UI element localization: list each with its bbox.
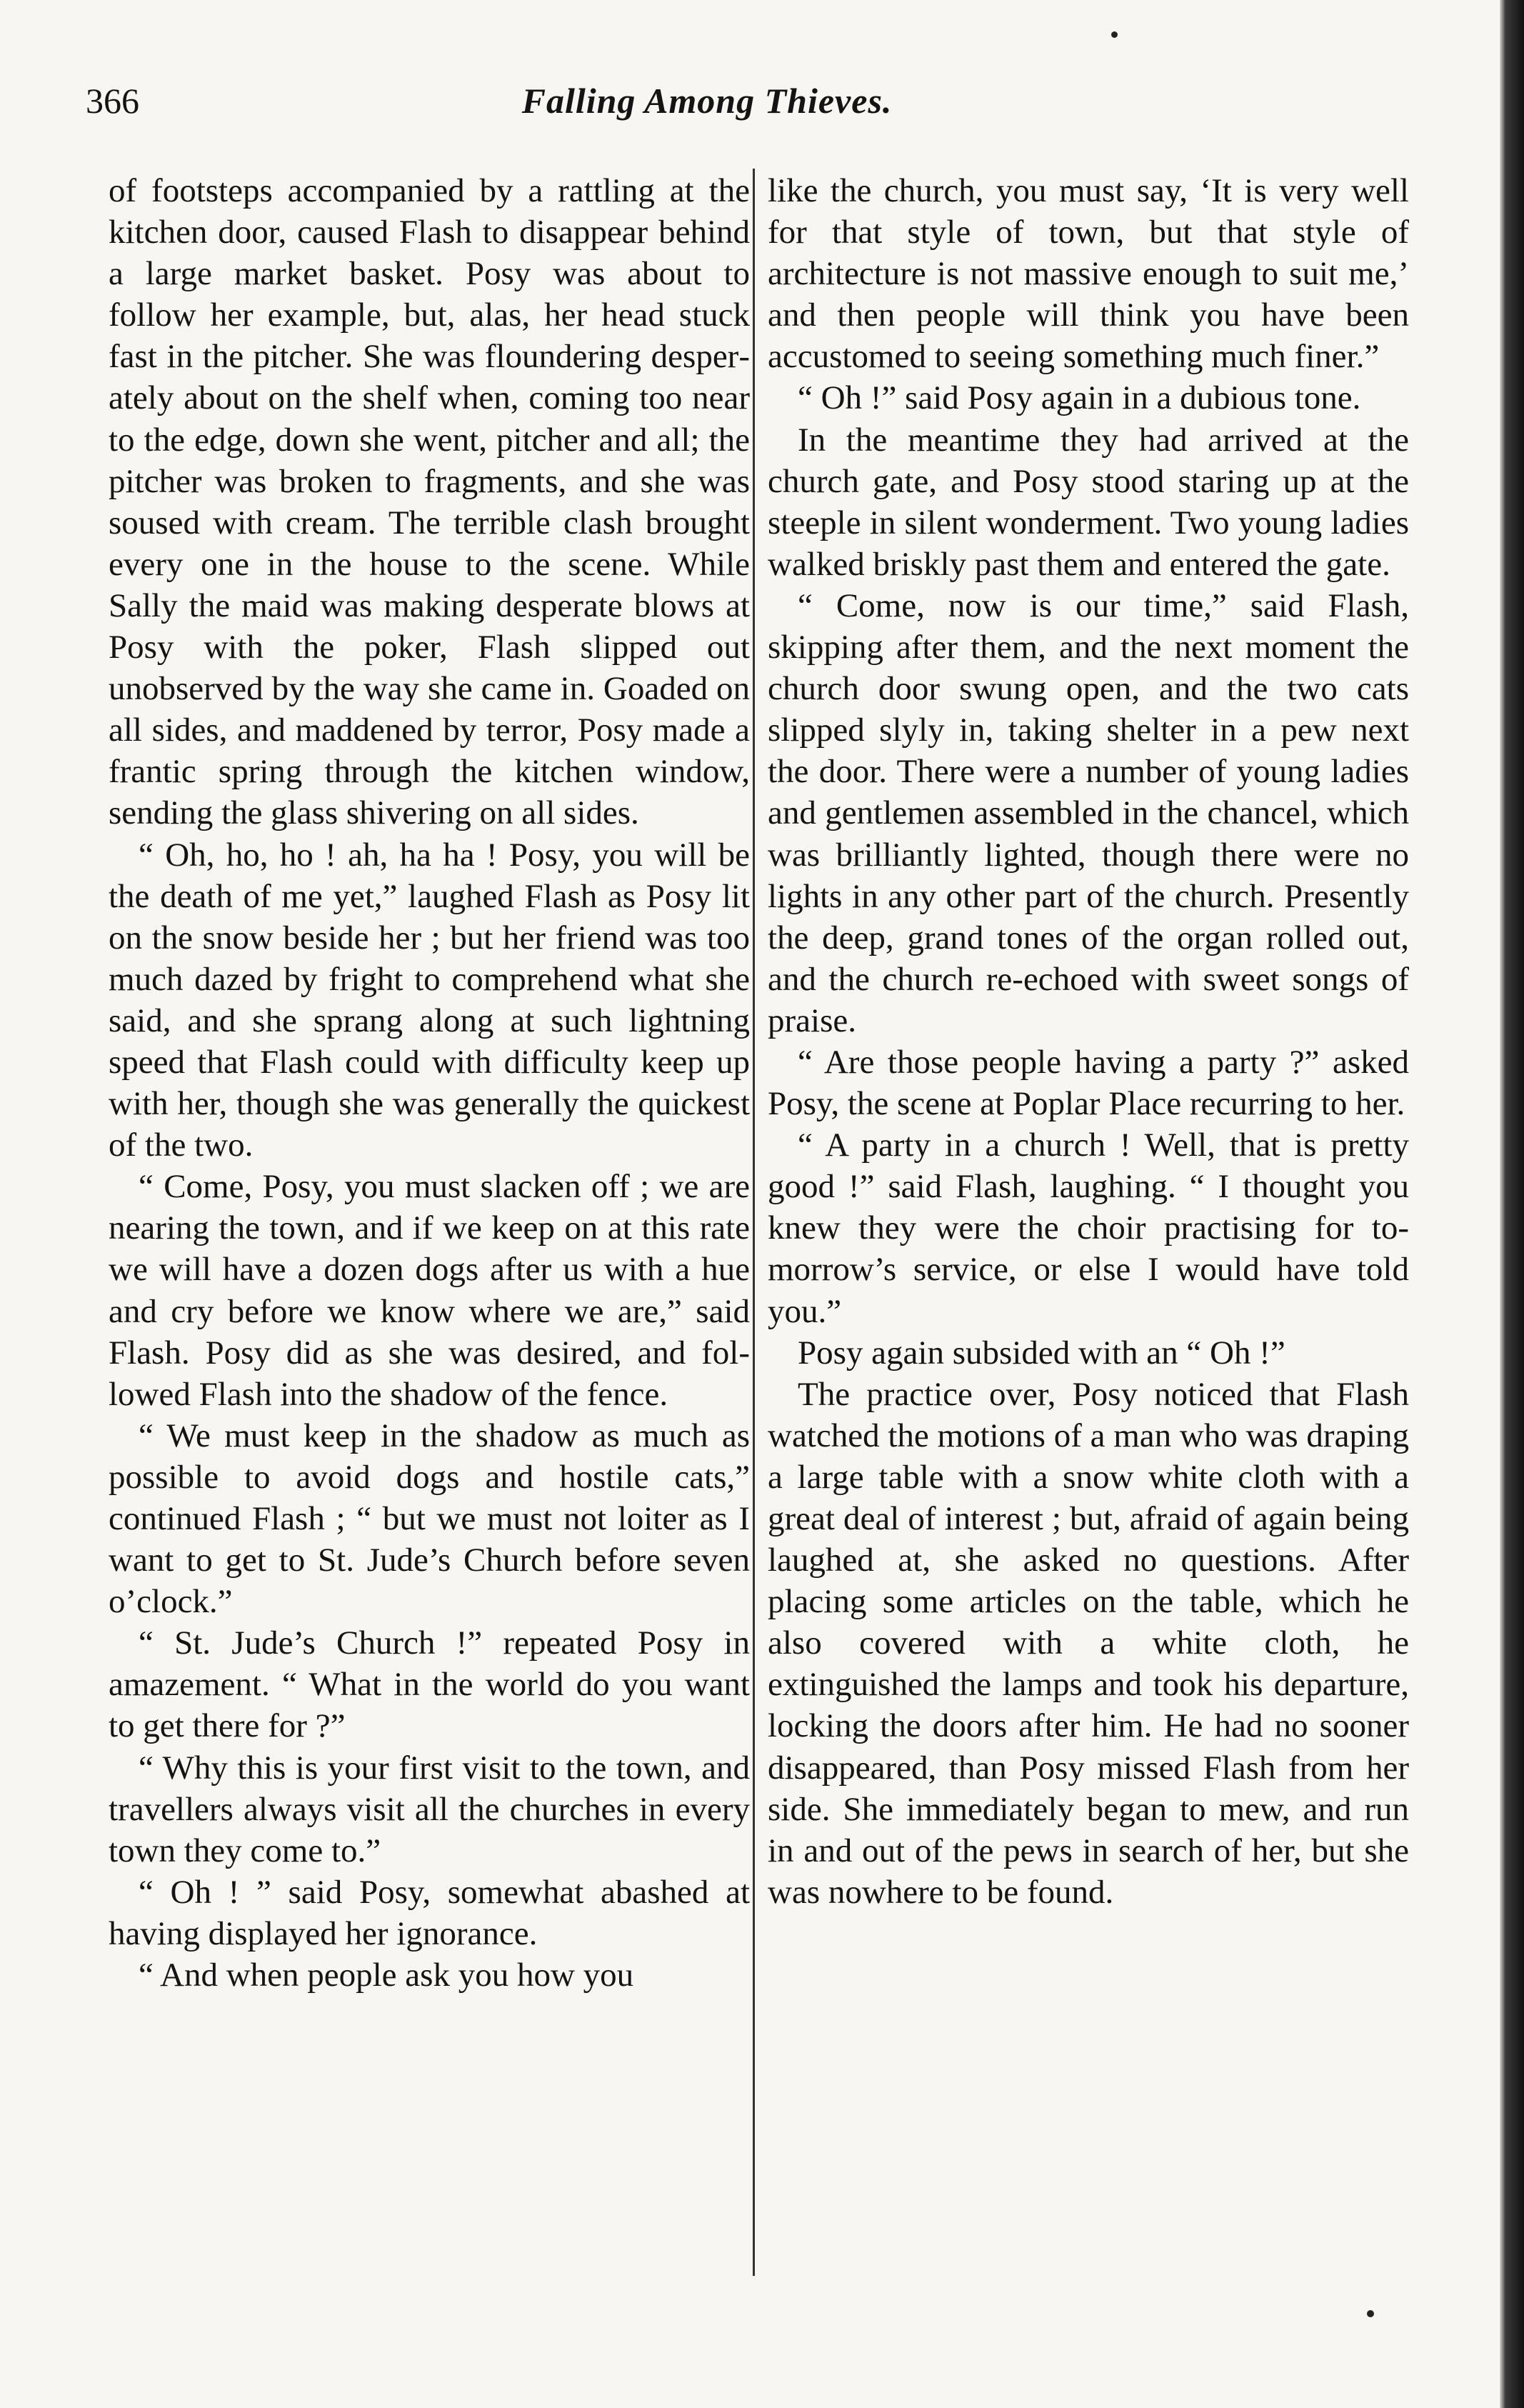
- right-column: [768, 170, 1409, 1913]
- paragraph: like the church, you must say, ‘It is very well for that style of town, but that style of architecture is not massive enough to suit me,’ and then people will think you have been accustomed to seeing something much finer.”: [768, 172, 1409, 376]
- paragraph: of footsteps accompanied by a rattling at the kitchen door, caused Flash to disappear behind a large market basket. Posy was about to follow her example, but, alas, her head stuck fast in the pitcher. She was floundering desperately about on the shelf when, coming too near to the edge, down she went, pitcher and all; the pitcher was broken to fragments, and she was soused with cream. The terrible clash brought every one in the house to the scene. While Sally the maid was making desperate blows at Posy with the poker, Flash slipped out unobserved by the way she came in. Goaded on all sides, and maddened by terror, Posy made a frantic spring through the kitchen window, sending the glass shivering on all sides.: [109, 172, 750, 832]
- paragraph: “ St. Jude’s Church !” repeated Posy in amazement. “ What in the world do you want to get there for ?”: [109, 1624, 750, 1745]
- ink-speck: [1111, 31, 1118, 38]
- left-column: [109, 170, 750, 1996]
- ink-speck: [1367, 2310, 1374, 2317]
- running-title: Falling Among Thieves.: [521, 81, 893, 121]
- page-number: 366: [86, 81, 139, 121]
- paragraph: “ Why this is your first visit to the town, and travellers always visit all the churches in every town they come to.”: [109, 1749, 750, 1869]
- paragraph: “ A party in a church ! Well, that is pretty good !” said Flash, laughing. “ I thought you knew they were the choir practising for to-morrow’s service, or else I would have told you.”: [768, 1126, 1409, 1330]
- paragraph: “ We must keep in the shadow as much as possible to avoid dogs and hostile cats,” continued Flash ; “ but we must not loiter as I want to get to St. Jude’s Church before seven o’clock.”: [109, 1417, 750, 1621]
- paragraph: Posy again subsided with an “ Oh !”: [798, 1334, 1285, 1372]
- paragraph: “ Come, Posy, you must slacken off ; we are nearing the town, and if we keep on at this rate we will have a dozen dogs after us with a hue and cry before we know where we are,” said Flash. Posy did as she was desired, and followed Flash into the shadow of the fence.: [109, 1168, 750, 1413]
- paragraph: “ Oh, ho, ho ! ah, ha ha ! Posy, you will be the death of me yet,” laughed Flash as Posy lit on the snow beside her ; but her friend was too much dazed by fright to comprehend what she said, and she sprang along at such lightning speed that Flash could with difficulty keep up with her, though she was generally the quickest of the two.: [109, 836, 750, 1164]
- paragraph: “ Come, now is our time,” said Flash, skipping after them, and the next moment the church door swung open, and the two cats slipped slyly in, taking shelter in a pew next the door. There were a number of young ladies and gentlemen assembled in the chancel, which was brilliantly lighted, though there were no lights in any other part of the church. Presently the deep, grand tones of the organ rolled out, and the church re-echoed with sweet songs of praise.: [768, 586, 1409, 1039]
- page-binding-edge: [1500, 0, 1524, 2408]
- paragraph: “ Are those people having a party ?” asked Posy, the scene at Poplar Place recurring to her.: [768, 1043, 1409, 1123]
- paragraph: “ Oh ! ” said Posy, somewhat abashed at having displayed her ignorance.: [109, 1873, 750, 1952]
- column-divider: [753, 169, 755, 2276]
- page-header: [86, 80, 1328, 137]
- paragraph: The practice over, Posy noticed that Flash watched the motions of a man who was draping a large table with a snow white cloth with a great deal of interest ; but, afraid of again being laughed at, she asked no questions. After placing some articles on the table, which he also covered with a white cloth, he extinguished the lamps and took his departure, locking the doors after him. He had no sooner disappeared, than Posy missed Flash from her side. She immediately began to mew, and run in and out of the pews in search of her, but she was nowhere to be found.: [768, 1375, 1410, 1911]
- paragraph: “ And when people ask you how you: [139, 1957, 634, 1994]
- paragraph: “ Oh !” said Posy again in a dubious tone.: [798, 379, 1361, 417]
- paragraph: In the meantime they had arrived at the church gate, and Posy stood staring up at the steeple in silent wonderment. Two young ladies walked briskly past them and entered the gate.: [768, 421, 1409, 583]
